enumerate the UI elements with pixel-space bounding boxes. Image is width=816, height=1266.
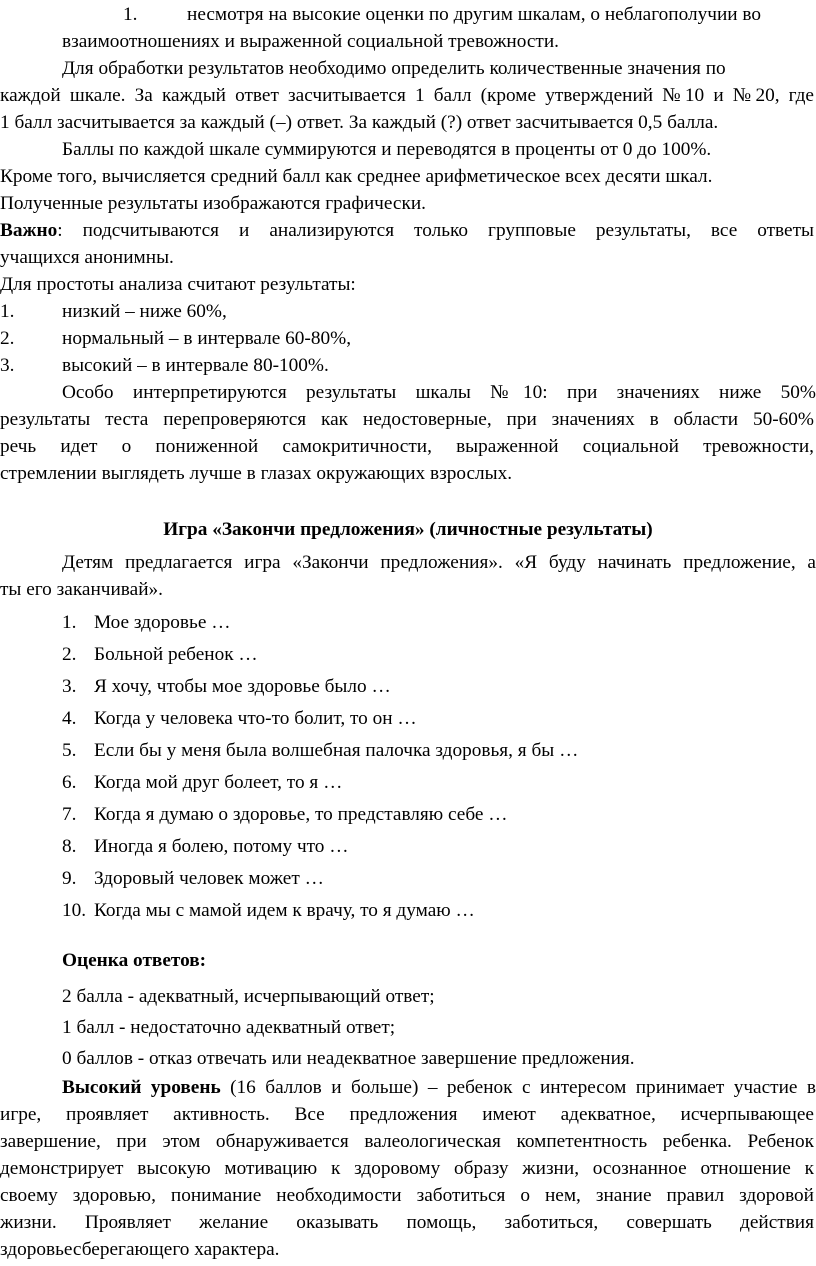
evaluation-item: 2 балла - адекватный, исчерпывающий ответ; <box>62 986 435 1007</box>
top-item-line1: несмотря на высокие оценки по другим шкалам, о неблагополучии во <box>187 4 762 25</box>
scale10-line2: результаты теста перепроверяются как недостоверные, при значениях в области 50-60% <box>0 409 814 430</box>
list-item-number: 7. <box>62 804 77 825</box>
top-item-number: 1. <box>123 4 138 25</box>
processing-line2: каждой шкале. За каждый ответ засчитывается 1 балл (кроме утверждений №10 и №20, где <box>0 85 814 106</box>
sum-line2: Кроме того, вычисляется средний балл как среднее арифметическое всех десяти шкал. <box>0 166 713 187</box>
list-item-number: 2. <box>62 644 77 665</box>
high-level-line1-rest: (16 баллов и больше) – ребенок с интересом принимает участие в <box>220 1077 816 1098</box>
level-text: высокий – в интервале 80-100%. <box>62 355 329 376</box>
list-item-number: 10. <box>62 900 87 921</box>
list-item-number: 8. <box>62 836 77 857</box>
list-item: Когда у человека что-то болит, то он … <box>94 708 417 729</box>
sum-line1: Баллы по каждой шкале суммируются и переводятся в проценты от 0 до 100%. <box>62 139 712 160</box>
important-line1 <box>0 218 814 245</box>
evaluation-item: 1 балл - недостаточно адекватный ответ; <box>62 1017 396 1038</box>
important-label: Важно <box>0 220 58 241</box>
list-item: Здоровый человек может … <box>94 868 324 889</box>
simplicity-intro: Для простоты анализа считают результаты: <box>0 274 356 295</box>
evaluation-item: 0 баллов - отказ отвечать или неадекватное завершение предложения. <box>62 1048 635 1069</box>
scale10-line4: стремлении выглядеть лучше в глазах окружающих взрослых. <box>0 463 513 484</box>
scale10-line3: речь идет о пониженной самокритичности, выраженной социальной тревожности, <box>0 436 814 457</box>
level-number: 3. <box>0 355 15 376</box>
high-level-line1 <box>62 1075 816 1102</box>
list-item-number: 4. <box>62 708 77 729</box>
list-item: Больной ребенок … <box>94 644 258 665</box>
game-heading: Игра «Закончи предложения» (личностные результаты) <box>163 519 653 540</box>
list-item-number: 6. <box>62 772 77 793</box>
list-item-number: 3. <box>62 676 77 697</box>
sum-line3: Полученные результаты изображаются графически. <box>0 193 426 214</box>
scale10-line1: Особо интерпретируются результаты шкалы №10: при значениях ниже 50% <box>62 382 816 403</box>
processing-line1: Для обработки результатов необходимо определить количественные значения по <box>62 58 726 79</box>
high-level-line7: здоровьесберегающего характера. <box>0 1239 280 1260</box>
high-level-line4: демонстрирует высокую мотивацию к здоровому образу жизни, осознанное отношение к <box>0 1158 814 1179</box>
list-item: Когда я думаю о здоровье, то представляю себе … <box>94 804 508 825</box>
high-level-line3: завершение, при этом обнаруживается валеологическая компетентность ребенка. Ребенок <box>0 1131 814 1152</box>
level-text: низкий – ниже 60%, <box>62 301 227 322</box>
list-item: Мое здоровье … <box>94 612 231 633</box>
high-level-line6: жизни. Проявляет желание оказывать помощь, заботиться, совершать действия <box>0 1212 814 1233</box>
game-intro-line2: ты его заканчивай». <box>0 579 163 600</box>
list-item-number: 9. <box>62 868 77 889</box>
list-item: Когда мой друг болеет, то я … <box>94 772 343 793</box>
high-level-label: Высокий уровень <box>62 1077 221 1098</box>
high-level-line2: игре, проявляет активность. Все предложения имеют адекватное, исчерпывающее <box>0 1104 814 1125</box>
game-intro-line1: Детям предлагается игра «Закончи предложения». «Я буду начинать предложение, а <box>62 552 816 573</box>
level-number: 1. <box>0 301 15 322</box>
level-number: 2. <box>0 328 15 349</box>
high-level-line5: своему здоровью, понимание необходимости заботиться о нем, знание правил здоровой <box>0 1185 814 1206</box>
list-item: Если бы у меня была волшебная палочка здоровья, я бы … <box>94 740 579 761</box>
level-text: нормальный – в интервале 60-80%, <box>62 328 352 349</box>
top-item-line2: взаимоотношениях и выраженной социальной тревожности. <box>62 31 559 52</box>
list-item: Иногда я болею, потому что … <box>94 836 349 857</box>
processing-line3: 1 балл засчитывается за каждый (–) ответ. За каждый (?) ответ засчитывается 0,5 балла. <box>0 112 719 133</box>
list-item: Я хочу, чтобы мое здоровье было … <box>94 676 391 697</box>
list-item-number: 1. <box>62 612 77 633</box>
important-line2: учащихся анонимны. <box>0 247 174 268</box>
list-item-number: 5. <box>62 740 77 761</box>
evaluation-heading: Оценка ответов: <box>62 950 207 971</box>
list-item: Когда мы с мамой идем к врачу, то я думаю … <box>94 900 475 921</box>
important-line1-rest: : подсчитываются и анализируются только групповые результаты, все ответы <box>57 220 814 241</box>
